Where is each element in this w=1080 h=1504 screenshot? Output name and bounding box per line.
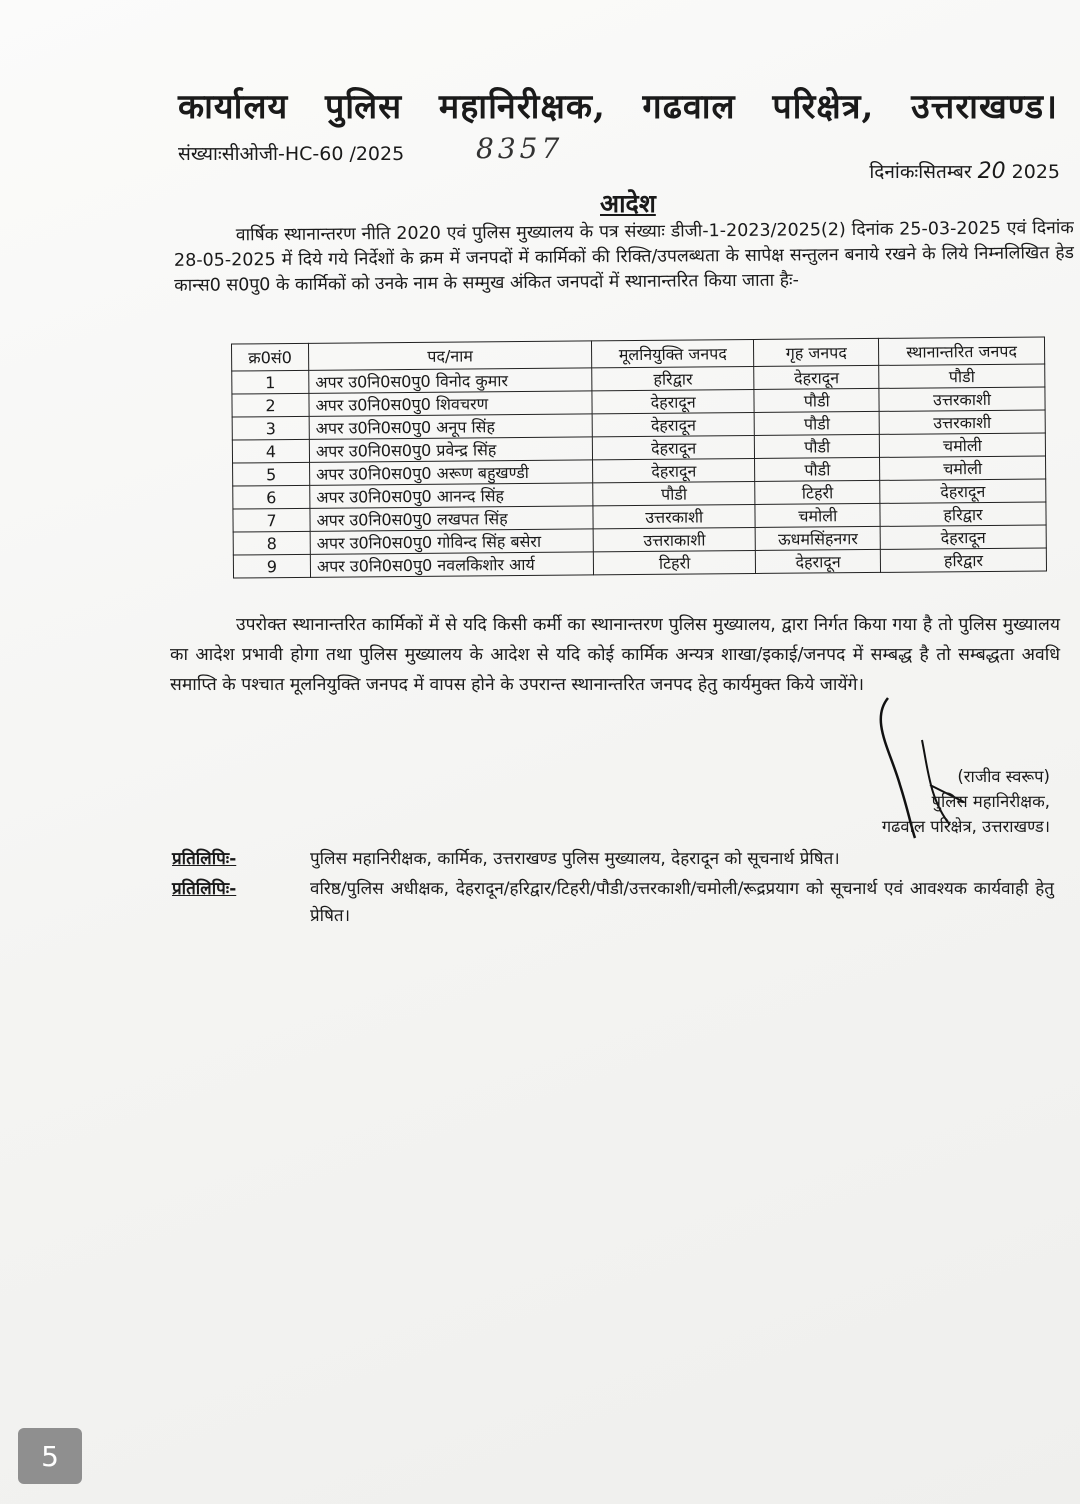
transferred-district: चमोली [879, 433, 1045, 457]
serial-number: 6 [233, 485, 310, 509]
home-district: टिहरी [755, 480, 880, 504]
home-district: ऊधमसिंहनगर [756, 526, 881, 550]
heading-word: उत्तराखण्ड। [911, 87, 1058, 127]
column-header: स्थानान्तरित जनपद [879, 337, 1045, 365]
serial-number: 9 [233, 554, 310, 578]
column-header: मूलनियुक्ति जनपद [591, 339, 754, 367]
copy-label: प्रतिलिपिः- [172, 849, 237, 869]
transferred-district: हरिद्वार [880, 548, 1046, 572]
serial-number: 7 [233, 508, 310, 532]
employee-name: अपर उ0नि0स0पु0 गोविन्द सिंह बसेरा [310, 529, 593, 554]
serial-number: 3 [232, 416, 309, 440]
copy-text: पुलिस महानिरीक्षक, कार्मिक, उत्तराखण्ड पुलिस मुख्यालय, देहरादून को सूचनार्थ प्रेषित। [310, 849, 840, 869]
copy-entry [172, 876, 1062, 936]
employee-name: अपर उ0नि0स0पु0 प्रवेन्द्र सिंह [309, 437, 592, 462]
column-header: गृह जनपद [754, 338, 879, 366]
copy-label: प्रतिलिपिः- [172, 879, 237, 899]
transferred-district: देहरादून [880, 525, 1046, 549]
serial-number: 5 [233, 462, 310, 486]
original-district: देहरादून [592, 412, 755, 436]
transferred-district: हरिद्वार [880, 502, 1046, 526]
home-district: देहरादून [756, 549, 881, 573]
employee-name: अपर उ0नि0स0पु0 आनन्द सिंह [310, 483, 593, 508]
column-header: क्र0सं0 [231, 343, 308, 371]
home-district: पौडी [755, 434, 880, 458]
transferred-district: पौडी [879, 364, 1045, 388]
original-district: देहरादून [593, 458, 756, 482]
transferred-district: देहरादून [880, 479, 1046, 503]
office-heading [178, 82, 1058, 128]
home-district: चमोली [755, 503, 880, 527]
original-district: देहरादून [592, 389, 755, 413]
serial-number: 1 [232, 370, 309, 394]
copy-text: वरिष्ठ/पुलिस अधीक्षक, देहरादून/हरिद्वार/टिहरी/पौडी/उत्तरकाशी/चमोली/रूद्रप्रयाग को सूचनार्थ एवं आवश्यक कार्यवाही हेतु प्रेषित। [310, 879, 1054, 926]
signatory-designation: पुलिस महानिरीक्षक, [931, 792, 1050, 811]
date-year: 2025 [1011, 161, 1060, 183]
order-date [869, 158, 1060, 184]
serial-number: 8 [233, 531, 310, 555]
serial-number: 2 [232, 393, 309, 417]
transferred-district: चमोली [880, 456, 1046, 480]
transferred-district: उत्तरकाशी [879, 387, 1045, 411]
signature-block [840, 764, 1050, 839]
original-district: उत्तराकाशी [593, 527, 756, 551]
original-district: हरिद्वार [592, 366, 755, 390]
conditions-paragraph: उपरोक्त स्थानान्तरित कार्मिकों में से यदि किसी कर्मी का स्थानान्तरण पुलिस मुख्यालय, द्वारा निर्गत किया गया है तो पुलिस मुख्यालय का आदेश प्रभावी होगा तथा पुलिस मुख्यालय के आदेश से यदि कोई कार्मिक अन्यत्र शाखा/इकाई/जनपद में सम्बद्ध है तो सम्बद्धता अवधि समाप्ति के पश्चात मूलनियुक्ति जनपद में वापस होने के उपरान्त स्थानान्तरित जनपद हेतु कार्यमुक्त किये जायेंगे। [170, 615, 1060, 695]
heading-word: महानिरीक्षक, [438, 87, 606, 127]
heading-word: कार्यालय [178, 87, 289, 127]
home-district: देहरादून [754, 365, 879, 389]
copy-entry [172, 846, 1062, 876]
signatory-office: गढवाल परिक्षेत्र, उत्तराखण्ड। [881, 817, 1050, 836]
transferred-district: उत्तरकाशी [879, 410, 1045, 434]
employee-name: अपर उ0नि0स0पु0 अनूप सिंह [309, 414, 592, 439]
date-prefix: दिनांकःसितम्बर [869, 161, 972, 183]
signatory-name: (राजीव स्वरूप) [957, 767, 1050, 786]
original-district: टिहरी [593, 550, 756, 574]
serial-number: 4 [232, 439, 309, 463]
heading-word: गढवाल [642, 87, 736, 127]
employee-name: अपर उ0नि0स0पु0 नवलकिशोर आर्य [310, 552, 593, 577]
employee-name: अपर उ0नि0स0पु0 अरूण बहुखण्डी [310, 460, 593, 485]
home-district: पौडी [754, 388, 879, 412]
original-district: उत्तरकाशी [593, 504, 756, 528]
page-number-badge[interactable]: 5 [18, 1428, 82, 1484]
original-district: देहरादून [592, 435, 755, 459]
employee-name: अपर उ0नि0स0पु0 विनोद कुमार [309, 368, 592, 393]
reference-number: संख्याःसीओजी-HC-60 /2025 [178, 143, 405, 165]
heading-word: परिक्षेत्र, [772, 87, 875, 127]
employee-name: अपर उ0नि0स0पु0 शिवचरण [309, 391, 592, 416]
employee-name: अपर उ0नि0स0पु0 लखपत सिंह [310, 506, 593, 531]
intro-paragraph: वार्षिक स्थानान्तरण नीति 2020 एवं पुलिस मुख्यालय के पत्र संख्याः डीजी-1-2023/2025(2) दिनांक 25-03-2025 एवं दिनांक 28-05-2025 में दिये गये निर्देशों के क्रम में जनपदों में कार्मिकों की रिक्ति/उपलब्धता के सापेक्ष सन्तुलन बनाये रखने के लिये निम्नलिखित हेड कान्स0 स0पु0 के कार्मिकों को उनके नाम के सम्मुख अंकित जनपदों में स्थानान्तरित किया जाता हैः- [173, 218, 1075, 296]
transfer-table [231, 336, 1047, 578]
handwritten-dispatch-number: 8357 [476, 132, 564, 165]
home-district: पौडी [755, 411, 880, 435]
column-header: पद/नाम [308, 341, 591, 370]
heading-word: पुलिस [324, 87, 403, 127]
home-district: पौडी [755, 457, 880, 481]
order-title: आदेश [600, 189, 656, 218]
date-day: 20 [977, 159, 1006, 184]
original-district: पौडी [593, 481, 756, 505]
